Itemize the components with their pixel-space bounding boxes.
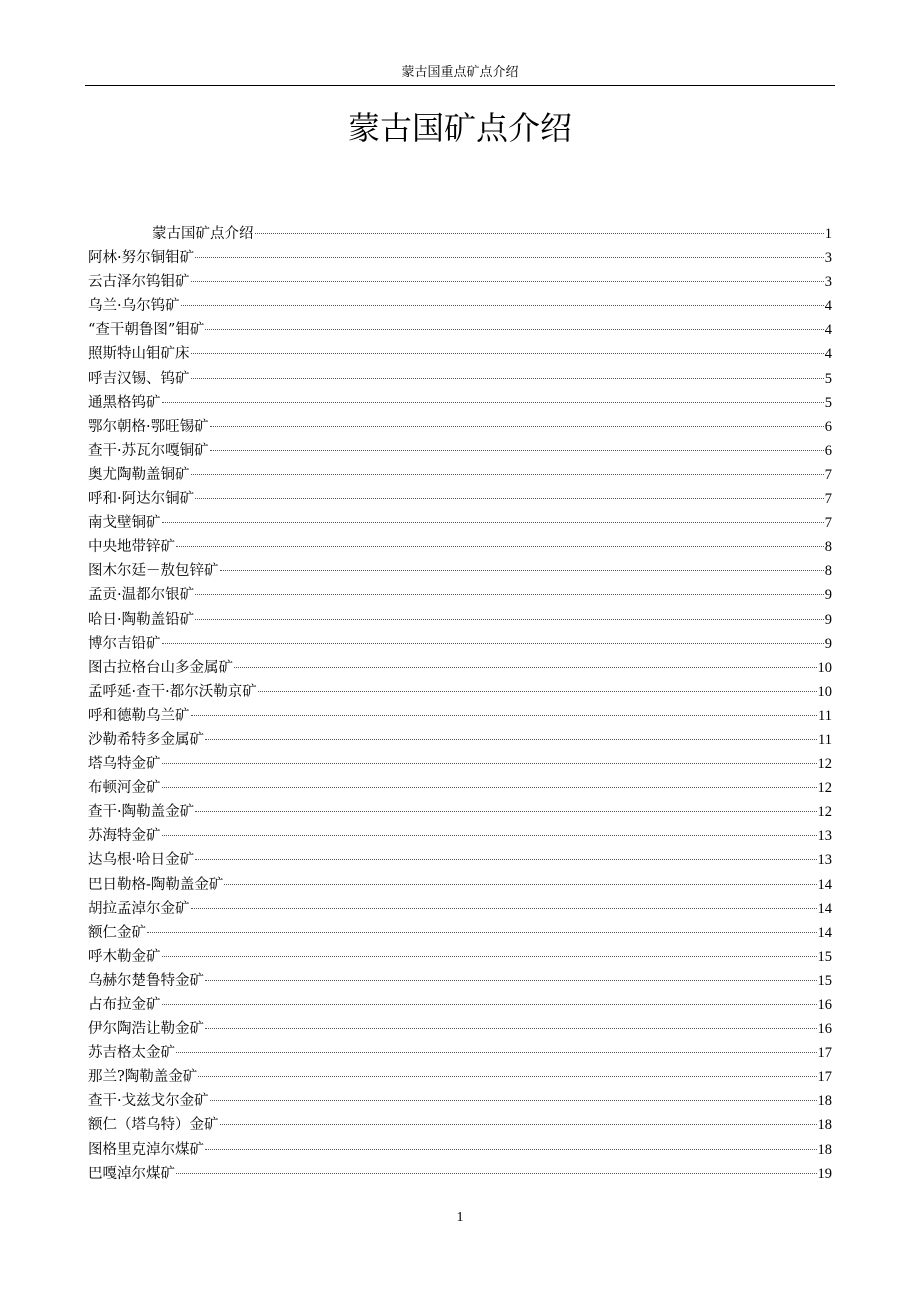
toc-dot-leader bbox=[162, 402, 824, 403]
toc-entry-label: “查干朝鲁图”钼矿 bbox=[88, 322, 205, 339]
toc-dot-leader bbox=[191, 281, 824, 282]
toc-dot-leader bbox=[147, 932, 817, 933]
toc-entry[interactable] bbox=[88, 535, 832, 559]
toc-entry-page: 4 bbox=[824, 298, 832, 315]
toc-entry[interactable] bbox=[88, 945, 832, 969]
toc-entry-page: 14 bbox=[817, 876, 832, 893]
toc-dot-leader bbox=[210, 426, 824, 427]
toc-entry-label: 云古泽尔钨钼矿 bbox=[88, 274, 190, 291]
toc-entry[interactable] bbox=[88, 704, 832, 728]
toc-entry-label: 乌兰·乌尔钨矿 bbox=[88, 298, 180, 315]
toc-entry-page: 9 bbox=[824, 635, 832, 652]
toc-dot-leader bbox=[195, 498, 824, 499]
toc-entry-page: 16 bbox=[817, 997, 832, 1013]
toc-entry-page: 15 bbox=[817, 972, 832, 989]
toc-entry-label: 乌赫尔楚鲁特金矿 bbox=[88, 972, 204, 989]
toc-dot-leader bbox=[195, 594, 824, 595]
toc-dot-leader bbox=[198, 1076, 816, 1077]
toc-dot-leader bbox=[220, 1124, 817, 1125]
toc-entry-page: 4 bbox=[824, 322, 832, 339]
document-title: 蒙古国矿点介绍 bbox=[347, 109, 572, 147]
toc-dot-leader bbox=[162, 643, 824, 644]
toc-entry[interactable] bbox=[88, 294, 832, 318]
toc-entry-page: 17 bbox=[817, 1045, 832, 1062]
toc-dot-leader bbox=[210, 1100, 817, 1101]
toc-entry-label: 阿林·努尔铜钼矿 bbox=[88, 250, 195, 267]
toc-dot-leader bbox=[162, 787, 817, 788]
toc-entry-page: 11 bbox=[818, 707, 832, 724]
toc-entry-label: 额仁（塔乌特）金矿 bbox=[88, 1117, 219, 1134]
toc-entry[interactable] bbox=[88, 487, 832, 511]
toc-entry-label: 蒙古国矿点介绍 bbox=[152, 226, 254, 242]
toc-dot-leader bbox=[220, 570, 824, 571]
toc-entry-label: 塔乌特金矿 bbox=[88, 756, 161, 773]
toc-entry-label: 照斯特山钼矿床 bbox=[88, 346, 190, 363]
toc-dot-leader bbox=[162, 763, 817, 764]
page-number: 1 bbox=[456, 1210, 464, 1225]
toc-entry-label: 占布拉金矿 bbox=[88, 997, 161, 1013]
toc-entry-label: 通黑格钨矿 bbox=[88, 394, 161, 411]
toc-dot-leader bbox=[205, 980, 817, 981]
toc-entry[interactable] bbox=[88, 1113, 832, 1137]
toc-entry[interactable] bbox=[88, 824, 832, 848]
toc-entry[interactable] bbox=[88, 439, 832, 463]
toc-entry-label: 胡拉孟淖尔金矿 bbox=[88, 900, 190, 917]
toc-entry-label: 苏吉格太金矿 bbox=[88, 1045, 175, 1062]
toc-entry-page: 17 bbox=[817, 1069, 832, 1086]
toc-dot-leader bbox=[224, 884, 816, 885]
toc-entry-page: 7 bbox=[824, 491, 832, 508]
toc-entry[interactable] bbox=[88, 342, 832, 366]
running-header: 蒙古国重点矿点介绍 bbox=[401, 65, 519, 80]
toc-entry[interactable] bbox=[88, 680, 832, 704]
toc-entry-page: 14 bbox=[817, 900, 832, 917]
toc-entry[interactable] bbox=[88, 222, 832, 246]
toc-entry-label: 巴日勒格-陶勒盖金矿 bbox=[88, 876, 224, 893]
toc-dot-leader bbox=[191, 378, 824, 379]
toc-dot-leader bbox=[191, 908, 817, 909]
toc-entry[interactable] bbox=[88, 1162, 832, 1186]
toc-entry[interactable] bbox=[88, 632, 832, 656]
toc-entry-page: 10 bbox=[817, 683, 832, 700]
toc-entry[interactable] bbox=[88, 728, 832, 752]
toc-dot-leader bbox=[205, 1149, 817, 1150]
toc-entry[interactable] bbox=[88, 246, 832, 270]
toc-entry-page: 16 bbox=[817, 1021, 832, 1038]
toc-entry-page: 9 bbox=[824, 587, 832, 604]
toc-entry-page: 7 bbox=[824, 466, 832, 483]
toc-entry-label: 鄂尔朝格·鄂旺锡矿 bbox=[88, 418, 209, 435]
toc-entry[interactable] bbox=[88, 800, 832, 824]
toc-dot-leader bbox=[205, 329, 823, 330]
toc-dot-leader bbox=[234, 667, 817, 668]
toc-dot-leader bbox=[195, 811, 816, 812]
toc-dot-leader bbox=[210, 450, 824, 451]
toc-dot-leader bbox=[191, 715, 818, 716]
toc-entry-label: 查干·戈兹戈尔金矿 bbox=[88, 1093, 209, 1110]
toc-entry-label: 奥尤陶勒盖铜矿 bbox=[88, 466, 190, 483]
toc-entry-page: 4 bbox=[824, 346, 832, 363]
toc-dot-leader bbox=[205, 1028, 817, 1029]
toc-entry[interactable] bbox=[88, 848, 832, 872]
toc-entry[interactable] bbox=[88, 1065, 832, 1089]
toc-entry-label: 那兰?陶勒盖金矿 bbox=[88, 1069, 198, 1086]
toc-entry[interactable] bbox=[88, 318, 832, 342]
toc-entry-label: 布顿河金矿 bbox=[88, 780, 161, 797]
toc-entry[interactable] bbox=[88, 969, 832, 993]
toc-entry-label: 达乌根·哈日金矿 bbox=[88, 852, 195, 869]
toc-entry-page: 9 bbox=[824, 611, 832, 628]
toc-entry[interactable] bbox=[88, 583, 832, 607]
toc-entry[interactable] bbox=[88, 608, 832, 632]
toc-entry-page: 18 bbox=[817, 1117, 832, 1134]
toc-dot-leader bbox=[195, 859, 816, 860]
toc-entry[interactable] bbox=[88, 897, 832, 921]
toc-entry-label: 孟贡·温都尔银矿 bbox=[88, 587, 195, 604]
toc-dot-leader bbox=[176, 1173, 817, 1174]
toc-entry-label: 图古拉格台山多金属矿 bbox=[88, 659, 233, 676]
toc-entry[interactable] bbox=[88, 270, 832, 294]
toc-entry-page: 18 bbox=[817, 1141, 832, 1158]
toc-entry-label: 博尔吉铅矿 bbox=[88, 635, 161, 652]
toc-entry-page: 19 bbox=[817, 1165, 832, 1182]
toc-entry-page: 8 bbox=[824, 539, 832, 556]
toc-entry[interactable] bbox=[88, 1041, 832, 1065]
toc-entry-page: 12 bbox=[817, 756, 832, 773]
toc-entry[interactable] bbox=[88, 367, 832, 391]
toc-dot-leader bbox=[191, 474, 824, 475]
header-rule bbox=[85, 85, 835, 86]
toc-entry-label: 查干·陶勒盖金矿 bbox=[88, 804, 195, 821]
toc-entry-page: 6 bbox=[824, 418, 832, 435]
toc-entry[interactable] bbox=[88, 1017, 832, 1041]
toc-entry-page: 13 bbox=[817, 828, 832, 845]
toc-entry[interactable] bbox=[88, 921, 832, 945]
toc-entry-label: 苏海特金矿 bbox=[88, 828, 161, 845]
toc-entry-page: 6 bbox=[824, 442, 832, 459]
toc-entry[interactable] bbox=[88, 559, 832, 583]
toc-dot-leader bbox=[191, 353, 824, 354]
toc-entry-page: 10 bbox=[817, 659, 832, 676]
toc-dot-leader bbox=[162, 956, 817, 957]
toc-entry[interactable] bbox=[88, 463, 832, 487]
toc-entry[interactable] bbox=[88, 656, 832, 680]
toc-entry[interactable] bbox=[88, 415, 832, 439]
toc-entry-label: 巴嘎淖尔煤矿 bbox=[88, 1165, 175, 1182]
toc-entry-page: 12 bbox=[817, 804, 832, 821]
toc-entry-page: 15 bbox=[817, 948, 832, 965]
toc-entry-label: 呼和·阿达尔铜矿 bbox=[88, 491, 195, 508]
toc-entry-page: 8 bbox=[824, 563, 832, 580]
toc-entry[interactable] bbox=[88, 873, 832, 897]
toc-dot-leader bbox=[195, 619, 824, 620]
toc-entry-label: 中央地带锌矿 bbox=[88, 539, 175, 556]
toc-entry-page: 1 bbox=[824, 226, 832, 242]
toc-entry[interactable] bbox=[88, 993, 832, 1017]
toc-dot-leader bbox=[176, 1052, 817, 1053]
toc-dot-leader bbox=[258, 691, 817, 692]
toc-entry-label: 南戈壁铜矿 bbox=[88, 515, 161, 532]
toc-entry[interactable] bbox=[88, 1089, 832, 1113]
toc-dot-leader bbox=[205, 739, 817, 740]
toc-entry-label: 孟呼延·查干·都尔沃勒京矿 bbox=[88, 683, 257, 700]
toc-dot-leader bbox=[162, 522, 824, 523]
toc-entry-label: 沙勒希特多金属矿 bbox=[88, 731, 204, 748]
toc-entry-label: 哈日·陶勒盖铅矿 bbox=[88, 611, 195, 628]
toc-dot-leader bbox=[195, 257, 824, 258]
toc-entry[interactable] bbox=[88, 776, 832, 800]
toc-entry-page: 18 bbox=[817, 1093, 832, 1110]
toc-entry-label: 图格里克淖尔煤矿 bbox=[88, 1141, 204, 1158]
toc-entry-page: 3 bbox=[824, 250, 832, 267]
toc-entry-label: 图木尔廷－敖包锌矿 bbox=[88, 563, 219, 580]
toc-entry-label: 伊尔陶浩让勒金矿 bbox=[88, 1021, 204, 1038]
toc-entry-page: 5 bbox=[824, 370, 832, 387]
toc-entry-label: 查干·苏瓦尔嘎铜矿 bbox=[88, 442, 209, 459]
toc-entry[interactable] bbox=[88, 752, 832, 776]
toc-entry[interactable] bbox=[88, 391, 832, 415]
toc-entry-label: 呼木勒金矿 bbox=[88, 948, 161, 965]
toc-dot-leader bbox=[181, 305, 824, 306]
toc-dot-leader bbox=[255, 233, 824, 234]
toc-dot-leader bbox=[162, 1004, 817, 1005]
toc-entry-page: 11 bbox=[818, 731, 832, 748]
toc-entry-label: 额仁金矿 bbox=[88, 924, 146, 941]
toc-entry-label: 呼吉汉锡、钨矿 bbox=[88, 370, 190, 387]
toc-dot-leader bbox=[162, 835, 817, 836]
toc-entry-page: 14 bbox=[817, 924, 832, 941]
toc-entry-label: 呼和德勒乌兰矿 bbox=[88, 707, 190, 724]
toc-entry-page: 7 bbox=[824, 515, 832, 532]
toc-entry-page: 3 bbox=[824, 274, 832, 291]
toc-entry-page: 13 bbox=[817, 852, 832, 869]
toc-entry-page: 12 bbox=[817, 780, 832, 797]
toc-entry-page: 5 bbox=[824, 394, 832, 411]
table-of-contents bbox=[88, 222, 832, 1186]
toc-dot-leader bbox=[176, 546, 824, 547]
toc-entry[interactable] bbox=[88, 511, 832, 535]
toc-entry[interactable] bbox=[88, 1138, 832, 1162]
